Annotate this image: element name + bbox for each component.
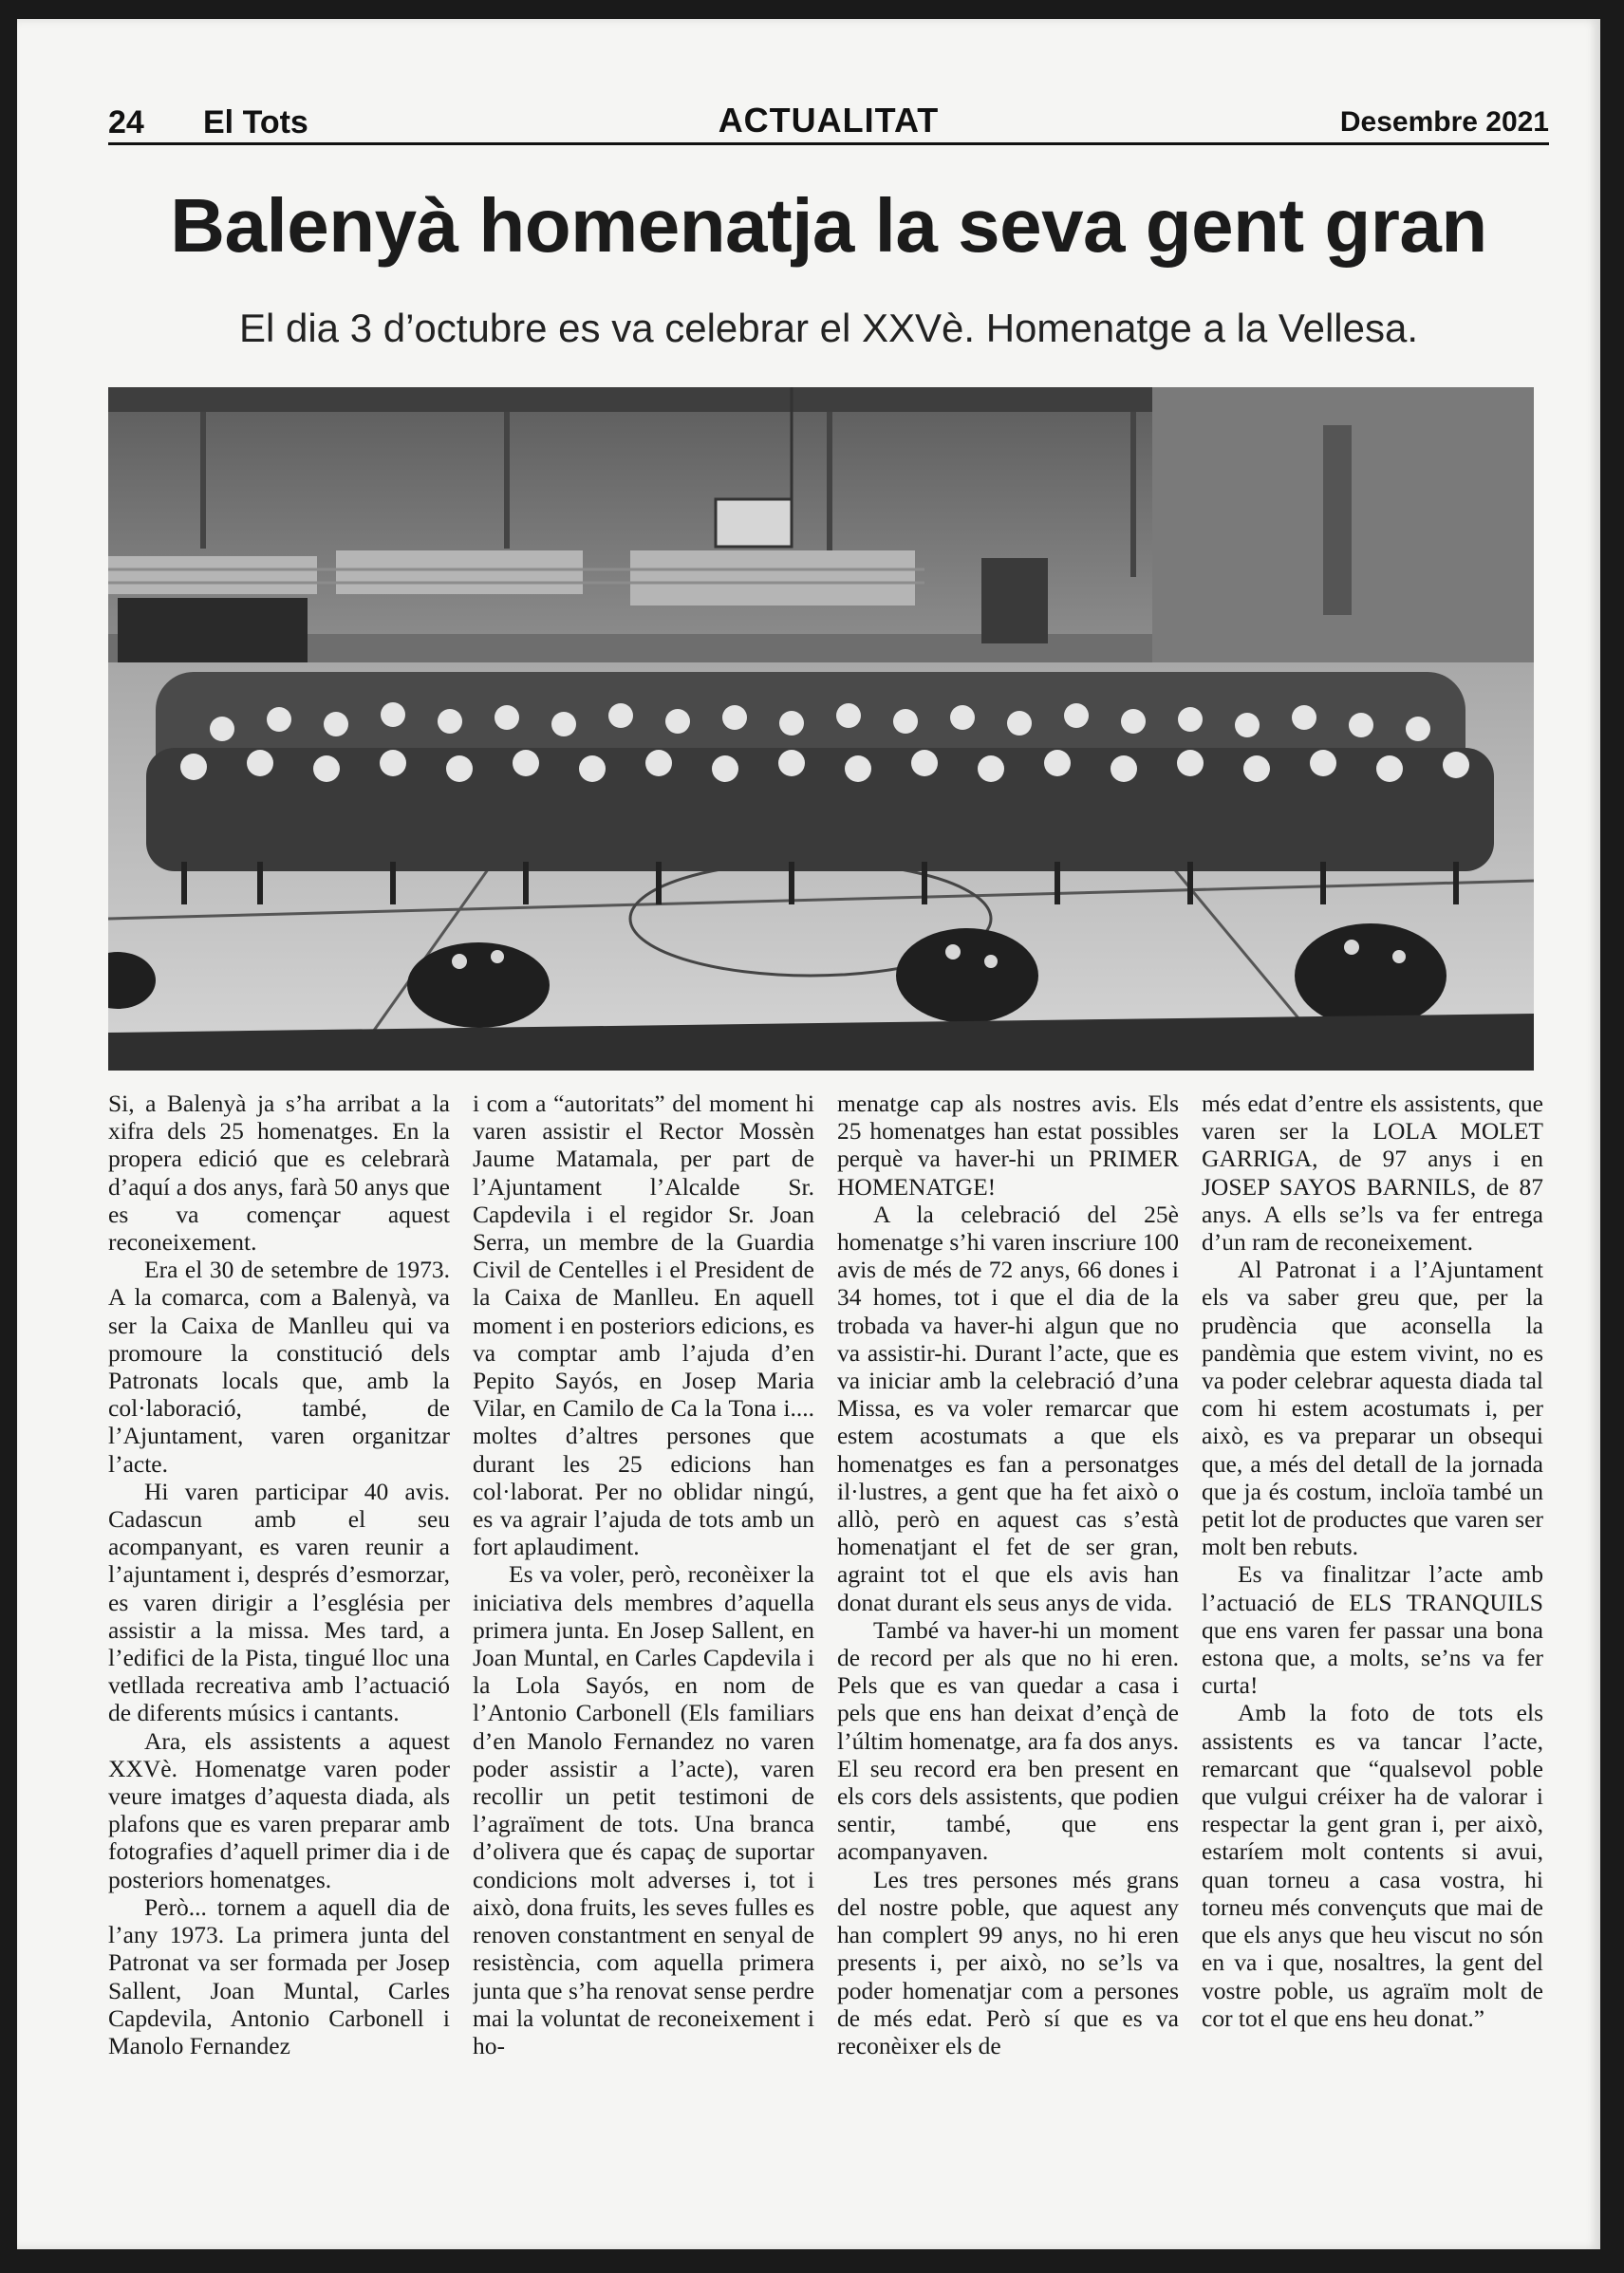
- paragraph: Les tres persones més grans del nostre poble, que aquest any han complert 99 anys, no hi eren presents i, per això, no se’ls va poder homenatjar com a persones de més edat. Però sí que es va reconèixer els de: [837, 1865, 1179, 2059]
- article-column-3: [837, 1090, 1179, 2195]
- paragraph: Al Patronat i a l’Ajuntament els va saber greu que, per la prudència que aconsella la pandèmia que estem vivint, no es va poder celebrar aquesta diada tal com hi estem acostumats i, per això, es va preparar un obsequi que, a més del detall de la jornada que ja és costum, incloïa també un petit lot de productes que varen ser molt ben rebuts.: [1202, 1256, 1543, 1561]
- paragraph: menatge cap als nostres avis. Els 25 homenatges han estat possibles perquè va haver-hi un PRIMER HOMENATGE!: [837, 1090, 1179, 1201]
- group-photo: [108, 387, 1534, 1071]
- paragraph: Amb la foto de tots els assistents es va tancar l’acte, remarcant que “qualsevol poble que vulgui créixer ha de valorar i respectar la gent gran i, per això, estaríem molt contents si avui, quan torneu a casa vostra, hi torneu més convençuts que mai de que els anys que heu viscut no són en va i que, nosaltres, la gent del vostre poble, us agraïm molt de cor tot el que ens heu donat.”: [1202, 1699, 1543, 2032]
- paragraph: Era el 30 de setembre de 1973. A la comarca, com a Balenyà, va ser la Caixa de Manlleu qui va promoure la constitució dels Patronats locals que, amb la col·laboració, també, de l’Ajuntament, varen organitzar l’acte.: [108, 1256, 450, 1478]
- paragraph: A la celebració del 25è homenatge s’hi varen inscriure 100 avis de més de 72 anys, 66 dones i 34 homes, tot i que el dia de la trobada va haver-hi algun que no va assistir-hi. Durant l’acte, que es va iniciar amb la celebració d’una Missa, es va voler remarcar que estem acostumats a que els homenatges es fan a personatges il·lustres, a gent que ha fet això o allò, però en aquest cas s’està homenatjant el fet de ser gran, agraint tot el que els avis han donat durant els seus anys de vida.: [837, 1200, 1179, 1616]
- page-number: 24: [108, 104, 144, 140]
- section-title: ACTUALITAT: [718, 101, 940, 140]
- paragraph: Si, a Balenyà ja s’ha arribat a la xifra dels 25 homenatges. En la propera edició que es celebrarà d’aquí a dos anys, farà 50 anys que es va començar aquest reconeixement.: [108, 1090, 450, 1257]
- paragraph: Es va voler, però, reconèixer la iniciativa dels membres d’aquella primera junta. En Josep Sallent, en Joan Muntal, en Carles Capdevila i la Lola Sayós, en nom de l’Antonio Carbonell (Els familiars d’en Manolo Fernandez no varen poder assistir a l’acte), varen recollir un petit testimoni de l’agraïment de tots. Una branca d’olivera que és capaç de suportar condicions molt adverses i, tot i això, dona fruits, les seves fulles es renoven constantment en senyal de resistència, com aquella primera junta que s’ha renovat sense perdre mai la voluntat de reconeixement i ho-: [473, 1560, 814, 2059]
- article-subheadline: El dia 3 d’octubre es va celebrar el XXVè. Homenatge a la Vellesa.: [238, 306, 1419, 350]
- newspaper-page: [17, 19, 1600, 2249]
- article-body: [108, 1090, 1543, 2195]
- group-photo-illustration: [108, 387, 1534, 1071]
- article-column-2: [473, 1090, 814, 2195]
- issue-date: Desembre 2021: [1339, 106, 1549, 138]
- article-column-1: [108, 1090, 450, 2195]
- paragraph: més edat d’entre els assistents, que varen ser la LOLA MOLET GARRIGA, de 97 anys i en JOSEP SAYOS BARNILS, de 87 anys. A ells se’ls va fer entrega d’un ram de reconeixement.: [1202, 1090, 1543, 1257]
- paragraph: Però... tornem a aquell dia de l’any 1973. La primera junta del Patronat va ser formada per Josep Sallent, Joan Muntal, Carles Capdevila, Antonio Carbonell i Manolo Fernandez: [108, 1892, 450, 2059]
- paragraph: Hi varen participar 40 avis. Cadascun amb el seu acompanyant, es varen reunir a l’ajuntament i, després d’esmorzar, es varen dirigir a l’església per assistir a la missa. Mes tard, a l’edifici de la Pista, tingué lloc una vetllada recreativa amb l’actuació de diferents músics i cantants.: [108, 1477, 450, 1727]
- article-headline: Balenyà homenatja la seva gent gran: [170, 183, 1487, 268]
- paragraph: Es va finalitzar l’acte amb l’actuació de ELS TRANQUILS que ens varen fer passar una bona estona que, a molts, se’ns va fer curta!: [1202, 1560, 1543, 1700]
- paragraph: i com a “autoritats” del moment hi varen assistir el Rector Mossèn Jaume Matamala, per part de l’Ajuntament l’Alcalde Sr. Capdevila i el regidor Sr. Joan Serra, un membre de la Guardia Civil de Centelles i el President de la Caixa de Manlleu. En aquell moment i en posteriors edicions, es va comptar amb l’ajuda d’en Pepito Sayós, en Josep Maria Vilar, en Camilo de Ca la Tona i.... moltes d’altres persones que durant les 25 edicions han col·laborat. Per no oblidar ningú, es va agrair l’ajuda de tots amb un fort aplaudiment.: [473, 1090, 814, 1561]
- magazine-name: El Tots: [203, 104, 308, 140]
- paragraph: Ara, els assistents a aquest XXVè. Homenatge varen poder veure imatges d’aquesta diada, als plafons que es varen preparar amb fotografies d’aquell primer dia i de posteriors homenatges.: [108, 1726, 450, 1893]
- page-header: [108, 87, 1549, 145]
- article-column-4: [1202, 1090, 1543, 2195]
- paragraph: També va haver-hi un moment de record per als que no hi eren. Pels que es van quedar a casa i pels que ens han deixat d’ençà de l’últim homenatge, ara fa dos anys. El seu record era ben present en els cors dels assistents, que podien sentir, també, que ens acompanyaven.: [837, 1615, 1179, 1866]
